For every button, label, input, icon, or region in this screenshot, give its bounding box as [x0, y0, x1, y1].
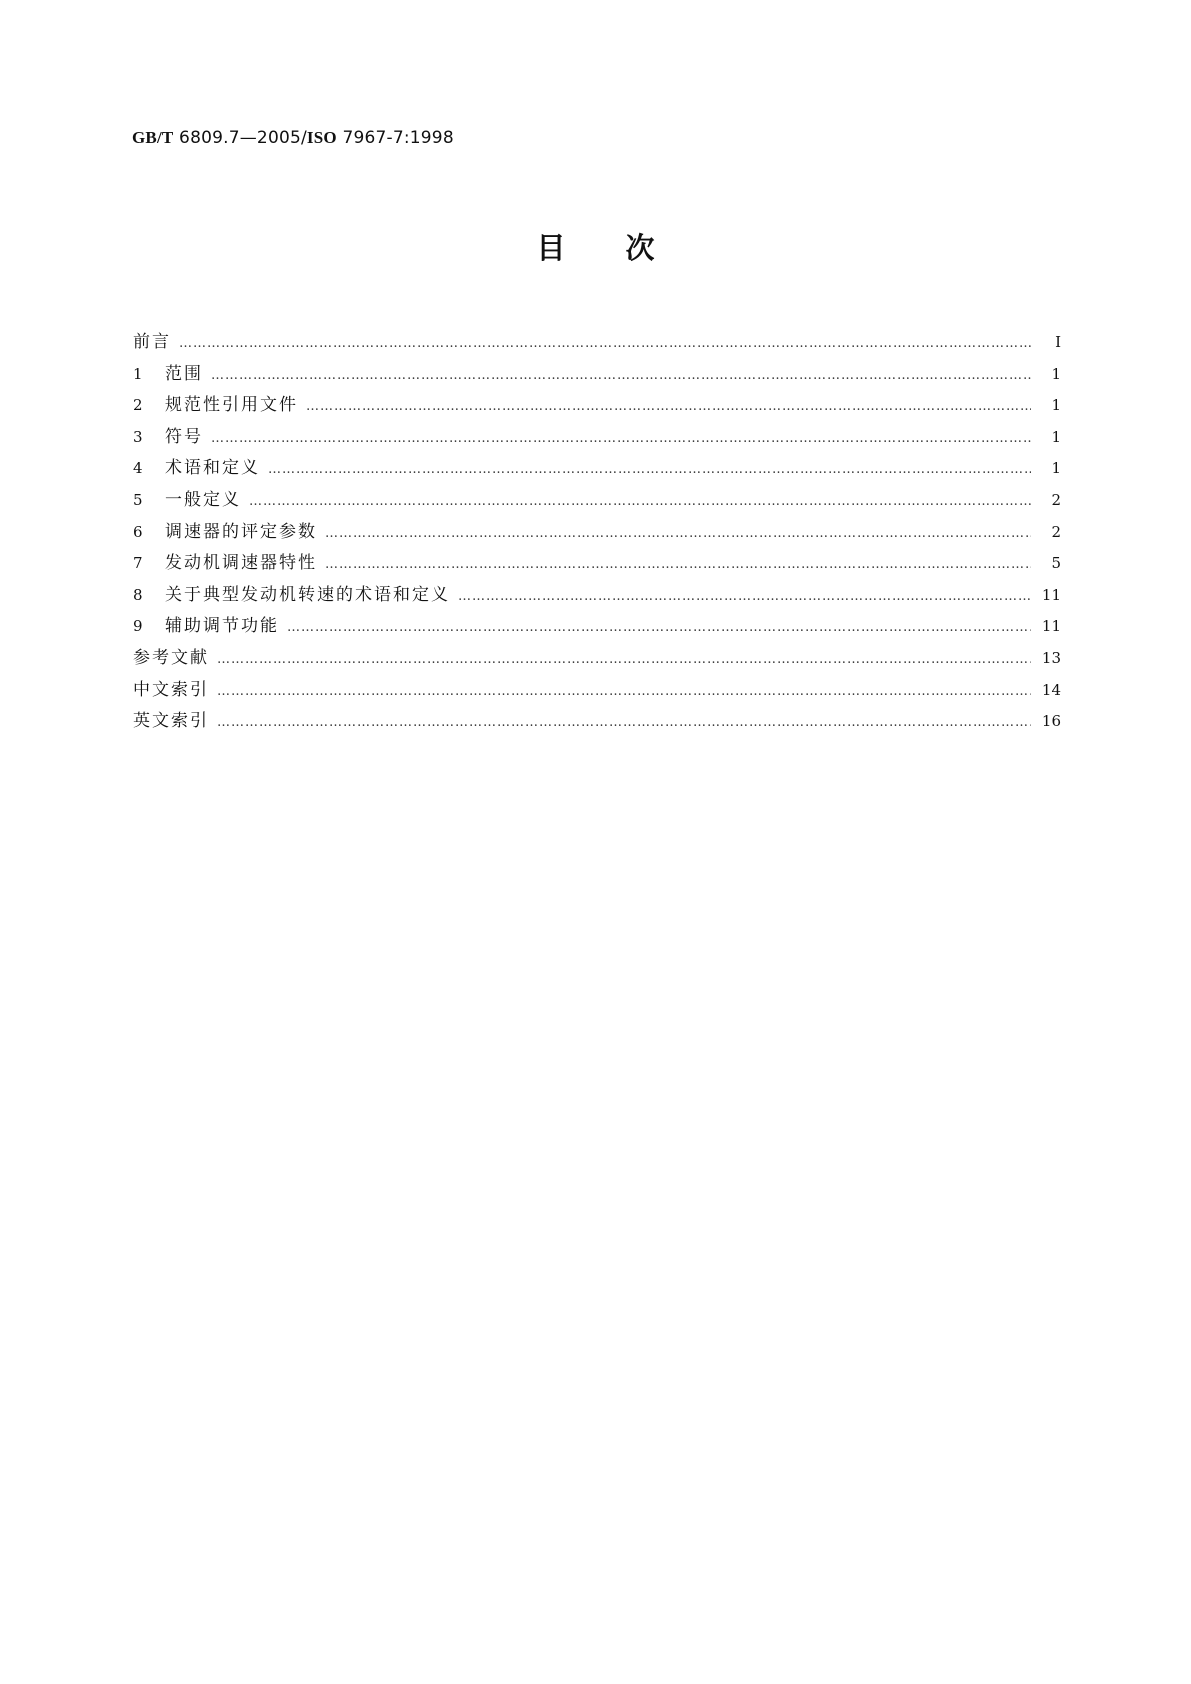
- toc-entry-label: 一般定义: [165, 489, 241, 510]
- toc-entry-label: 辅助调节功能: [165, 616, 279, 637]
- toc-entry-label: 英文索引: [133, 711, 209, 732]
- toc-entry[interactable]: [133, 359, 1061, 391]
- toc-entry-page: 11: [1041, 585, 1061, 604]
- toc-entry-page: 1: [1051, 396, 1061, 415]
- toc-entry-page: 2: [1051, 522, 1061, 541]
- iso-number: 7967-7:1998: [342, 128, 454, 148]
- toc-entry-label: 关于典型发动机转速的术语和定义: [165, 584, 450, 605]
- toc-entry[interactable]: [133, 643, 1061, 675]
- toc-entry[interactable]: [133, 580, 1061, 612]
- toc-entry-number: 2: [133, 396, 143, 415]
- toc-entry-number: 9: [133, 617, 143, 636]
- toc-entry-page: 11: [1041, 617, 1061, 636]
- toc-entry-label: 规范性引用文件: [165, 395, 298, 416]
- toc-entry-label: 符号: [165, 426, 203, 447]
- toc-leader-dots: [458, 589, 1031, 604]
- toc-entry[interactable]: [133, 675, 1061, 707]
- table-of-contents: [133, 327, 1061, 738]
- toc-entry-page: 13: [1041, 648, 1061, 667]
- toc-entry-page: 16: [1041, 712, 1061, 731]
- toc-entry-number: 8: [133, 585, 143, 604]
- toc-entry-number: 5: [133, 490, 143, 509]
- toc-entry[interactable]: [133, 706, 1061, 738]
- toc-entry-label: 参考文献: [133, 647, 209, 668]
- standard-number-header: [132, 128, 454, 148]
- std-number: 6809.7—2005/: [179, 128, 307, 148]
- toc-leader-dots: [217, 684, 1031, 699]
- toc-entry-label: 调速器的评定参数: [165, 521, 317, 542]
- iso-prefix: ISO: [306, 128, 337, 147]
- toc-leader-dots: [268, 462, 1031, 477]
- toc-entry-label: 术语和定义: [165, 458, 260, 479]
- toc-entry-label: 发动机调速器特性: [165, 553, 317, 574]
- toc-entry-number: 7: [133, 554, 143, 573]
- toc-leader-dots: [217, 652, 1031, 667]
- toc-title: 目次: [536, 231, 715, 265]
- toc-leader-dots: [179, 336, 1031, 351]
- toc-leader-dots: [211, 368, 1031, 383]
- toc-entry[interactable]: [133, 327, 1061, 359]
- toc-entry-page: I: [1055, 333, 1061, 351]
- toc-entry-number: 6: [133, 522, 143, 541]
- toc-entry-page: 1: [1051, 459, 1061, 478]
- toc-entry-number: 4: [133, 459, 143, 478]
- toc-leader-dots: [211, 431, 1031, 446]
- toc-entry-page: 5: [1051, 554, 1061, 573]
- toc-entry-label: 中文索引: [133, 679, 209, 700]
- toc-leader-dots: [217, 715, 1031, 730]
- toc-entry-page: 14: [1041, 680, 1061, 699]
- toc-entry[interactable]: [133, 611, 1061, 643]
- toc-entry-number: 3: [133, 427, 143, 446]
- toc-entry[interactable]: [133, 422, 1061, 454]
- toc-entry-page: 1: [1051, 427, 1061, 446]
- toc-entry-page: 1: [1051, 364, 1061, 383]
- toc-entry[interactable]: [133, 390, 1061, 422]
- toc-entry-label: 范围: [165, 363, 203, 384]
- toc-entry[interactable]: [133, 453, 1061, 485]
- toc-leader-dots: [306, 399, 1031, 414]
- toc-entry[interactable]: [133, 548, 1061, 580]
- std-prefix: GB/T: [132, 128, 174, 147]
- toc-leader-dots: [325, 526, 1031, 541]
- toc-entry-label: 前言: [133, 332, 171, 352]
- toc-entry[interactable]: [133, 485, 1061, 517]
- toc-entry-number: 1: [133, 364, 143, 383]
- toc-entry-page: 2: [1051, 490, 1061, 509]
- toc-leader-dots: [325, 557, 1031, 572]
- toc-entry[interactable]: [133, 517, 1061, 549]
- toc-leader-dots: [249, 494, 1031, 509]
- toc-leader-dots: [287, 620, 1031, 635]
